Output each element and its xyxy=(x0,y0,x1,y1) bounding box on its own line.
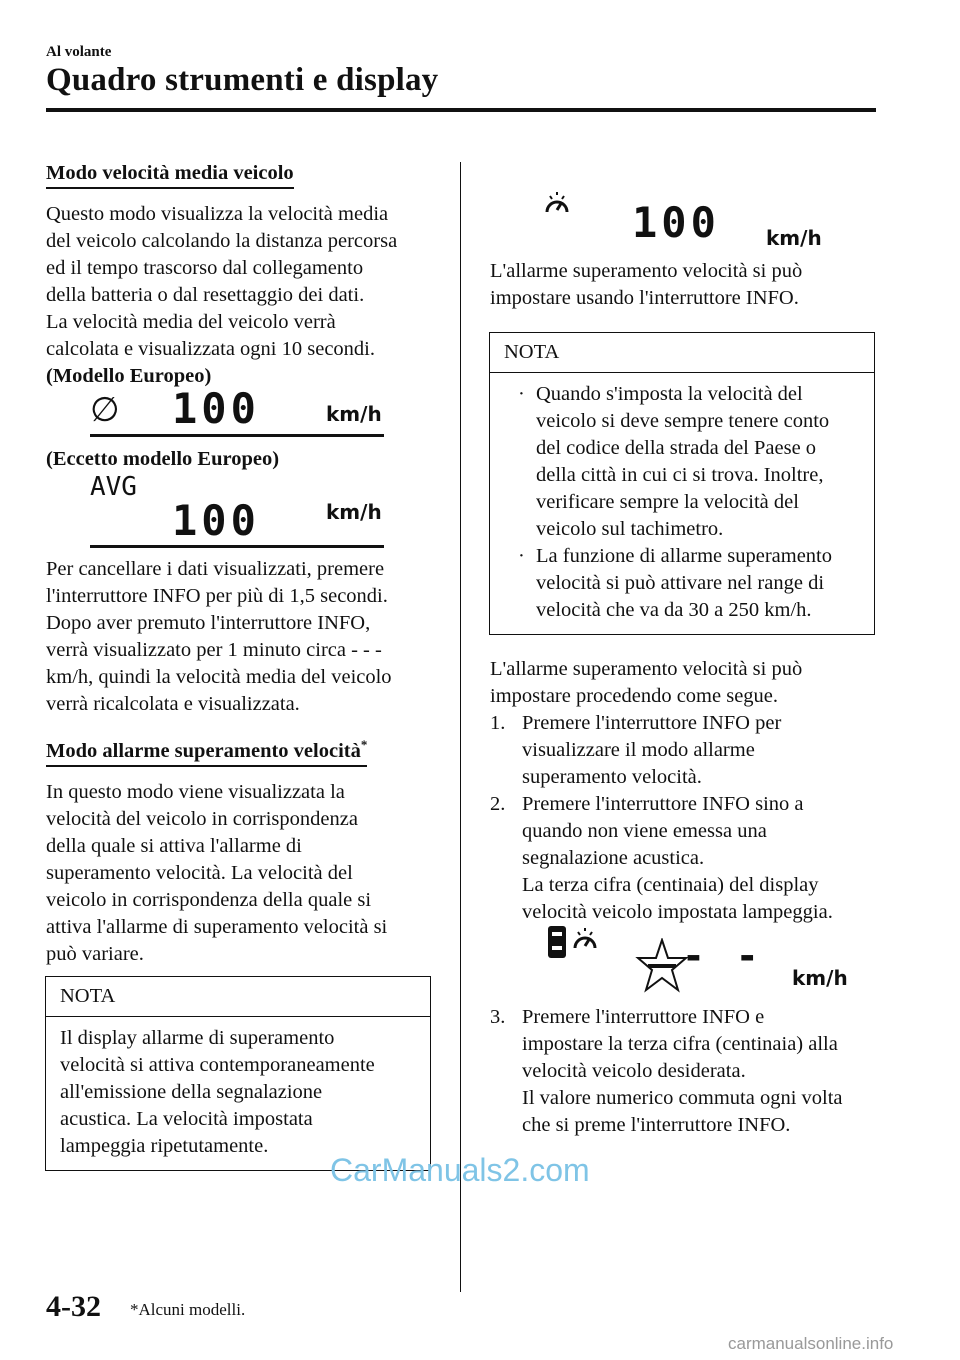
text-line: veicolo sul tachimetro. xyxy=(536,518,724,540)
text-line: lampeggia ripetutamente. xyxy=(60,1135,269,1157)
paragraph-speed-alarm xyxy=(46,779,446,968)
model-non-eu-label: (Eccetto modello Europeo) xyxy=(46,448,280,470)
text-line: superamento velocità. xyxy=(522,766,702,788)
display-average-speed-non-eu xyxy=(90,472,386,552)
title-rule xyxy=(46,108,876,112)
text-line: della quale si attiva l'allarme di xyxy=(46,834,302,857)
step-1 xyxy=(490,710,880,791)
text-line: impostare procedendo come segue. xyxy=(490,685,779,707)
text-line: velocità del veicolo in corrispondenza xyxy=(46,807,358,830)
text-line: Il valore numerico commuta ogni volta xyxy=(522,1087,843,1109)
step-2 xyxy=(490,791,880,926)
note-body xyxy=(46,1017,430,1170)
page-title: Quadro strumenti e display xyxy=(46,62,439,98)
speed-unit: km/h xyxy=(766,226,822,250)
text-line: del codice della strada del Paese o xyxy=(536,437,817,459)
page-number: 4-32 xyxy=(46,1290,101,1323)
text-line: velocità veicolo desiderata. xyxy=(522,1060,746,1082)
setting-bar-icon xyxy=(548,926,566,958)
left-column-lower xyxy=(46,556,446,968)
text-line: quando non viene emessa una xyxy=(522,820,767,842)
text-line: L'allarme superamento velocità si può xyxy=(490,260,803,282)
text-line: all'emissione della segnalazione xyxy=(60,1081,323,1103)
step-3 xyxy=(490,1004,880,1139)
text-line: km/h, quindi la velocità media del veicolo xyxy=(46,666,392,688)
heading-text: Modo allarme superamento velocità xyxy=(46,739,361,762)
text-line: Premere l'interruttore INFO per xyxy=(522,712,782,734)
text-line: velocità si attiva contemporaneamente xyxy=(60,1054,375,1076)
paragraph-average-speed xyxy=(46,201,446,363)
avg-label: AVG xyxy=(90,472,137,502)
text-line: veicolo in corrispondenza della quale si xyxy=(46,888,372,911)
asterisk-mark: * xyxy=(360,737,368,752)
right-procedure xyxy=(490,656,880,926)
display-underline xyxy=(90,545,384,548)
step-number: 1. xyxy=(490,712,506,734)
step-number: 3. xyxy=(490,1006,506,1028)
text-line: Quando s'imposta la velocità del xyxy=(536,383,803,405)
display-underline xyxy=(90,434,384,437)
bullet-dot: · xyxy=(518,545,525,567)
text-line: La terza cifra (centinaia) del display xyxy=(522,874,819,896)
speed-unit: km/h xyxy=(326,500,382,524)
speed-unit: km/h xyxy=(326,402,382,426)
display-speed-alarm-blink xyxy=(548,924,858,1000)
text-line: della città in cui ci si trova. Inoltre, xyxy=(536,464,824,486)
note-body xyxy=(490,373,874,634)
text-line: veicolo si deve sempre tenere conto xyxy=(536,410,830,432)
text-line: che si preme l'interruttore INFO. xyxy=(522,1114,791,1136)
speed-readout: - - xyxy=(682,934,763,978)
heading-average-speed: Modo velocità media veicolo xyxy=(46,160,294,189)
text-line: velocità veicolo impostata lampeggia. xyxy=(522,901,833,923)
text-line: Dopo aver premuto l'interruttore INFO, xyxy=(46,612,371,634)
text-line: visualizzare il modo allarme xyxy=(522,739,755,761)
note-box-right xyxy=(489,332,875,635)
column-divider xyxy=(460,162,461,1292)
left-column xyxy=(46,160,446,390)
text-line: impostare usando l'interruttore INFO. xyxy=(490,287,799,309)
text-line: Per cancellare i dati visualizzati, premere xyxy=(46,558,385,580)
text-line: del veicolo calcolando la distanza percorsa xyxy=(46,230,398,252)
speed-readout: 100 xyxy=(632,198,720,247)
text-line: Premere l'interruttore INFO e xyxy=(522,1006,765,1028)
note-box-left xyxy=(45,976,431,1171)
text-line: verrà visualizzato per 1 minuto circa - - - xyxy=(46,639,382,661)
note-bullet xyxy=(504,543,860,624)
note-title: NOTA xyxy=(490,333,874,373)
text-line: della batteria o dal resettaggio dei dati. xyxy=(46,284,365,306)
text-line: In questo modo viene visualizzata la xyxy=(46,780,345,803)
heading-speed-alarm xyxy=(46,732,367,767)
text-line: Premere l'interruttore INFO sino a xyxy=(522,793,804,815)
text-line: Il display allarme di superamento xyxy=(60,1027,335,1049)
text-line: verrà ricalcolata e visualizzata. xyxy=(46,693,300,715)
speed-unit: km/h xyxy=(792,966,848,990)
text-line: verificare sempre la velocità del xyxy=(536,491,799,513)
model-eu-label: (Modello Europeo) xyxy=(46,365,212,387)
text-line: calcolata e visualizzata ogni 10 secondi. xyxy=(46,338,376,360)
text-line: impostare la terza cifra (centinaia) alla xyxy=(522,1033,838,1055)
site-watermark: carmanualsonline.info xyxy=(728,1334,894,1353)
text-line: Questo modo visualizza la velocità media xyxy=(46,203,389,225)
text-line: ed il tempo trascorso dal collegamento xyxy=(46,257,364,279)
average-symbol-icon: ∅ xyxy=(90,390,120,430)
section-label: Al volante xyxy=(46,44,112,60)
step-number: 2. xyxy=(490,793,506,815)
text-line: l'interruttore INFO per più di 1,5 secondi. xyxy=(46,585,388,607)
right-intro xyxy=(490,258,880,312)
text-line: acustica. La velocità impostata xyxy=(60,1108,313,1130)
speed-readout: 100 xyxy=(172,496,260,545)
speed-readout: 100 xyxy=(172,384,260,433)
display-average-speed-eu xyxy=(90,384,386,440)
speed-alarm-icon xyxy=(570,926,600,956)
text-line: superamento velocità. La velocità del xyxy=(46,861,353,884)
text-line: La velocità media del veicolo verrà xyxy=(46,311,336,333)
text-line: attiva l'allarme di superamento velocità si xyxy=(46,915,388,938)
text-line: può variare. xyxy=(46,942,144,965)
bullet-dot: · xyxy=(518,383,525,405)
note-title: NOTA xyxy=(46,977,430,1017)
text-line: velocità che va da 30 a 250 km/h. xyxy=(536,599,812,621)
footnote: *Alcuni modelli. xyxy=(130,1300,246,1319)
text-line: L'allarme superamento velocità si può xyxy=(490,658,803,680)
text-line: La funzione di allarme superamento xyxy=(536,545,832,567)
watermark-logo: CarManuals2.com xyxy=(330,1152,590,1188)
speed-alarm-icon xyxy=(542,190,572,220)
paragraph-reset xyxy=(46,556,446,718)
display-speed-alarm xyxy=(540,190,840,254)
text-line: segnalazione acustica. xyxy=(522,847,705,869)
text-line: velocità si può attivare nel range di xyxy=(536,572,825,594)
note-bullet xyxy=(504,381,860,543)
right-step-3 xyxy=(490,1004,880,1139)
